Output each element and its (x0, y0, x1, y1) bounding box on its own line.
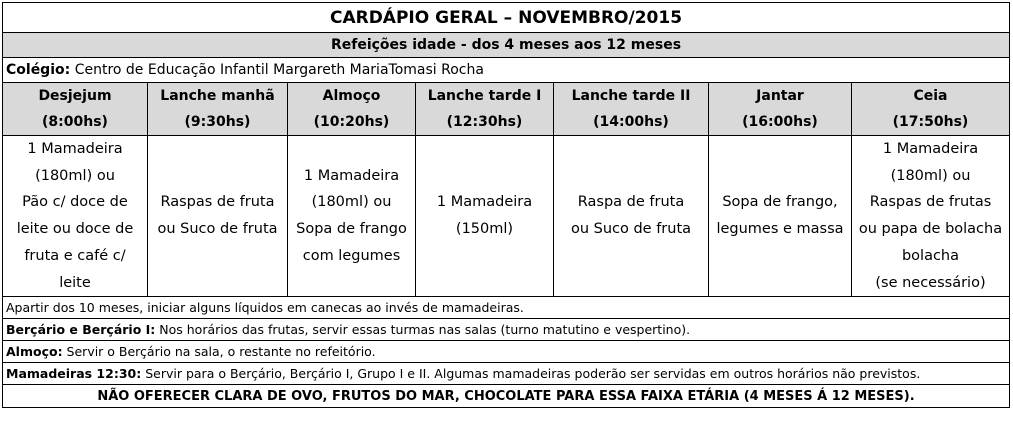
meal-line: (se necessário) (875, 274, 986, 291)
meal-name: Jantar (756, 88, 804, 104)
meal-line: (180ml) ou (35, 167, 115, 184)
meal-header (554, 83, 709, 136)
page-title: CARDÁPIO GERAL – NOVEMBRO/2015 (3, 3, 1010, 33)
meal-cell (416, 136, 554, 297)
meal-header-row (3, 83, 1010, 136)
meal-line: leite (59, 274, 91, 291)
meal-content-row (3, 136, 1010, 297)
meal-line: fruta e café c/ (24, 247, 126, 264)
meal-line: 1 Mamadeira (27, 141, 123, 157)
meal-cell (3, 136, 148, 297)
menu-table (2, 2, 1010, 408)
meal-time: (14:00hs) (593, 114, 669, 130)
meal-name: Lanche manhã (160, 88, 275, 104)
meal-line: ou papa de bolacha (858, 221, 1003, 238)
note-text: Apartir dos 10 meses, iniciar alguns líquidos em canecas ao invés de mamadeiras. (6, 300, 524, 316)
meal-name: Ceia (913, 88, 948, 104)
meal-header (288, 83, 416, 136)
warning-row: NÃO OFERECER CLARA DE OVO, FRUTOS DO MAR, CHOCOLATE PARA ESSA FAIXA ETÁRIA (4 MESES Á 12 MESES). (3, 385, 1010, 408)
meal-line: (150ml) (455, 221, 514, 238)
note-label: Berçário e Berçário I: (6, 322, 156, 338)
meal-line: (180ml) ou (890, 167, 971, 184)
meal-cell (554, 136, 709, 297)
meal-header (3, 83, 148, 136)
meal-time: (16:00hs) (742, 114, 818, 130)
meal-cell (852, 136, 1010, 297)
meal-line: ou Suco de fruta (570, 221, 692, 238)
meal-time: (12:30hs) (446, 114, 523, 130)
meal-line: ou Suco de fruta (157, 221, 278, 238)
meal-header (852, 83, 1010, 136)
school-row (3, 58, 1010, 83)
meal-header (416, 83, 554, 136)
note-row (3, 297, 1010, 319)
meal-line: Raspas de fruta (160, 194, 275, 211)
note-text: Nos horários das frutas, servir essas turmas nas salas (turno matutino e vespertino). (155, 322, 691, 338)
meal-time: (9:30hs) (184, 114, 251, 130)
meal-name: Lanche tarde I (427, 88, 542, 104)
meal-name: Almoço (322, 88, 381, 104)
meal-line: 1 Mamadeira (436, 194, 533, 211)
note-row (3, 319, 1010, 341)
meal-name: Desjejum (38, 88, 112, 104)
meal-line: legumes e massa (716, 221, 844, 238)
meal-line: com legumes (302, 247, 401, 264)
meal-cell (709, 136, 852, 297)
meal-cell (148, 136, 288, 297)
note-text: Servir o Berçário na sala, o restante no refeitório. (62, 344, 376, 360)
meal-line: 1 Mamadeira (303, 167, 400, 184)
meal-header (148, 83, 288, 136)
meal-header (709, 83, 852, 136)
age-subtitle: Refeições idade - dos 4 meses aos 12 meses (3, 33, 1010, 58)
meal-name: Lanche tarde II (571, 88, 691, 104)
meal-line: Sopa de frango, (722, 194, 838, 211)
note-text: Servir para o Berçário, Berçário I, Grupo I e II. Algumas mamadeiras poderão ser servidas em outros horários não previstos. (141, 366, 921, 382)
note-label: Mamadeiras 12:30: (6, 366, 142, 382)
meal-line: leite ou doce de (16, 221, 134, 238)
meal-line: (180ml) ou (311, 194, 392, 211)
meal-line: 1 Mamadeira (882, 141, 979, 157)
school-name: Centro de Educação Infantil Margareth MariaTomasi Rocha (74, 62, 484, 78)
note-row (3, 363, 1010, 385)
meal-line: bolacha (901, 247, 960, 264)
menu-sheet (2, 2, 1009, 408)
meal-line: Pão c/ doce de (22, 194, 128, 211)
note-label: Almoço: (6, 344, 63, 360)
note-row (3, 341, 1010, 363)
meal-line: Raspas de frutas (869, 194, 992, 211)
meal-cell (288, 136, 416, 297)
school-label: Colégio: (6, 62, 71, 78)
meal-time: (8:00hs) (42, 114, 108, 130)
meal-time: (17:50hs) (892, 114, 969, 130)
meal-time: (10:20hs) (313, 114, 390, 130)
meal-line: Sopa de frango (296, 221, 407, 238)
meal-line: Raspa de fruta (577, 194, 685, 211)
